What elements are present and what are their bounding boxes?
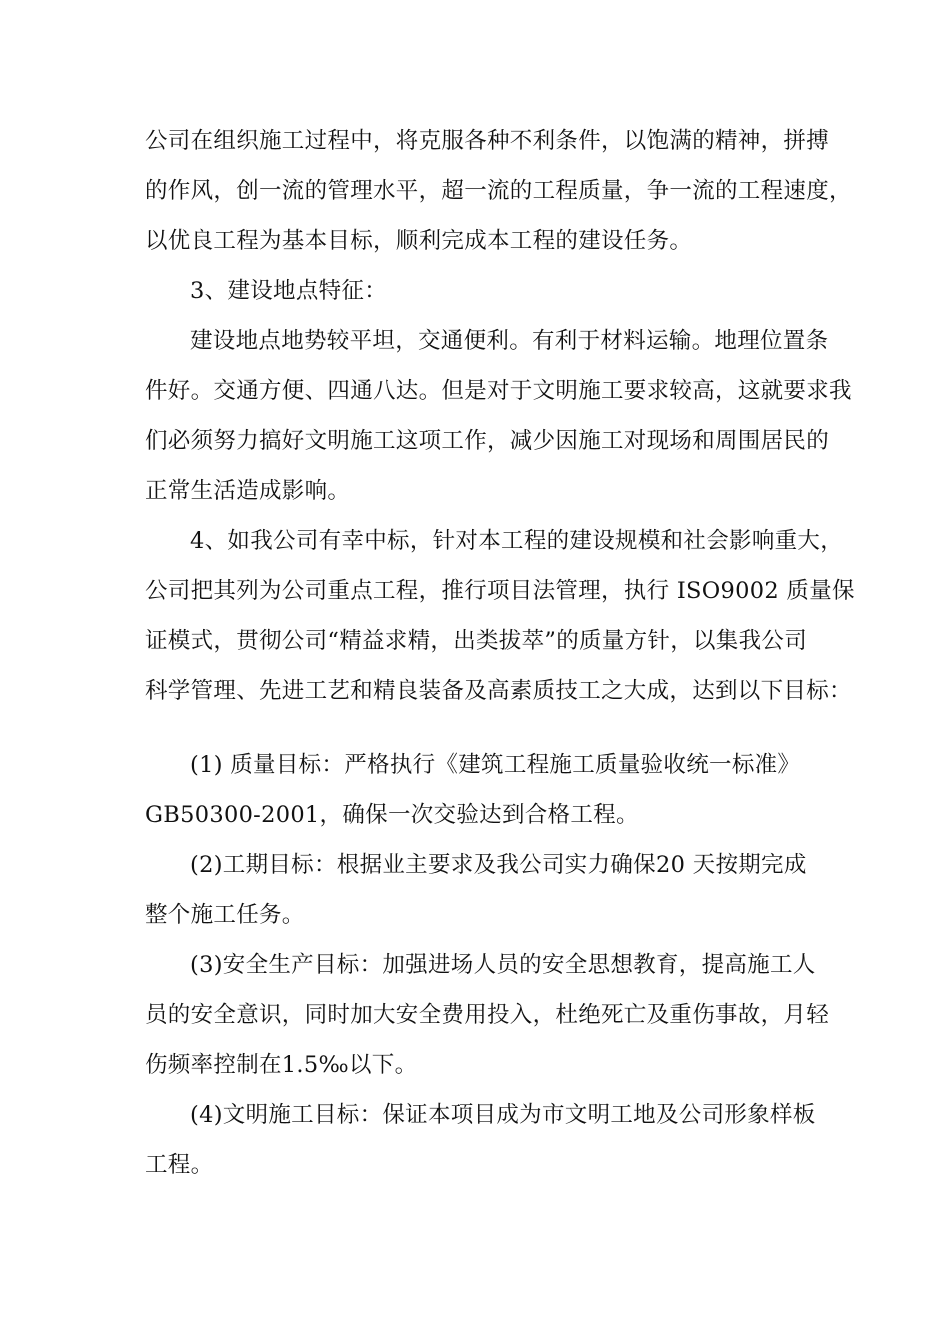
paragraph-line: 的作风，创一流的管理水平，超一流的工程质量，争一流的工程速度， — [145, 178, 852, 204]
goal-item-civilized-construction: (4)文明施工目标：保证本项目成为市文明工地及公司形象样板 — [190, 1102, 816, 1128]
paragraph-line: 公司在组织施工过程中，将克服各种不利条件，以饱满的精神，拼搏 — [145, 128, 830, 154]
paragraph-line: 正常生活造成影响。 — [145, 478, 351, 504]
paragraph-line: 件好。交通方便、四通八达。但是对于文明施工要求较高，这就要求我 — [145, 378, 852, 404]
goal-item-safety: (3)安全生产目标：加强进场人员的安全思想教育，提高施工人 — [190, 952, 816, 978]
paragraph-line: 整个施工任务。 — [145, 902, 305, 928]
goal-item-quality: (1) 质量目标：严格执行《建筑工程施工质量验收统一标准》 — [190, 752, 801, 778]
paragraph-line: 伤频率控制在1.5‰以下。 — [145, 1052, 418, 1078]
paragraph-line: 证模式，贯彻公司“精益求精，出类拔萃”的质量方针，以集我公司 — [145, 628, 808, 654]
paragraph-line: 以优良工程为基本目标，顺利完成本工程的建设任务。 — [145, 228, 693, 254]
paragraph-line: 建设地点地势较平坦，交通便利。有利于材料运输。地理位置条 — [190, 328, 829, 354]
paragraph-line: 员的安全意识，同时加大安全费用投入，杜绝死亡及重伤事故，月轻 — [145, 1002, 830, 1028]
paragraph-line: 们必须努力搞好文明施工这项工作，减少因施工对现场和周围居民的 — [145, 428, 830, 454]
section-heading-3: 3、建设地点特征： — [190, 278, 388, 304]
section-heading-4: 4、如我公司有幸中标，针对本工程的建设规模和社会影响重大， — [190, 528, 844, 554]
paragraph-line: 公司把其列为公司重点工程，推行项目法管理，执行 ISO9002 质量保 — [145, 578, 855, 604]
paragraph-line: GB50300-2001，确保一次交验达到合格工程。 — [145, 802, 639, 828]
paragraph-line: 工程。 — [145, 1152, 214, 1178]
paragraph-line: 科学管理、先进工艺和精良装备及高素质技工之大成，达到以下目标： — [145, 678, 852, 704]
goal-item-schedule: (2)工期目标：根据业主要求及我公司实力确保20 天按期完成 — [190, 852, 807, 878]
